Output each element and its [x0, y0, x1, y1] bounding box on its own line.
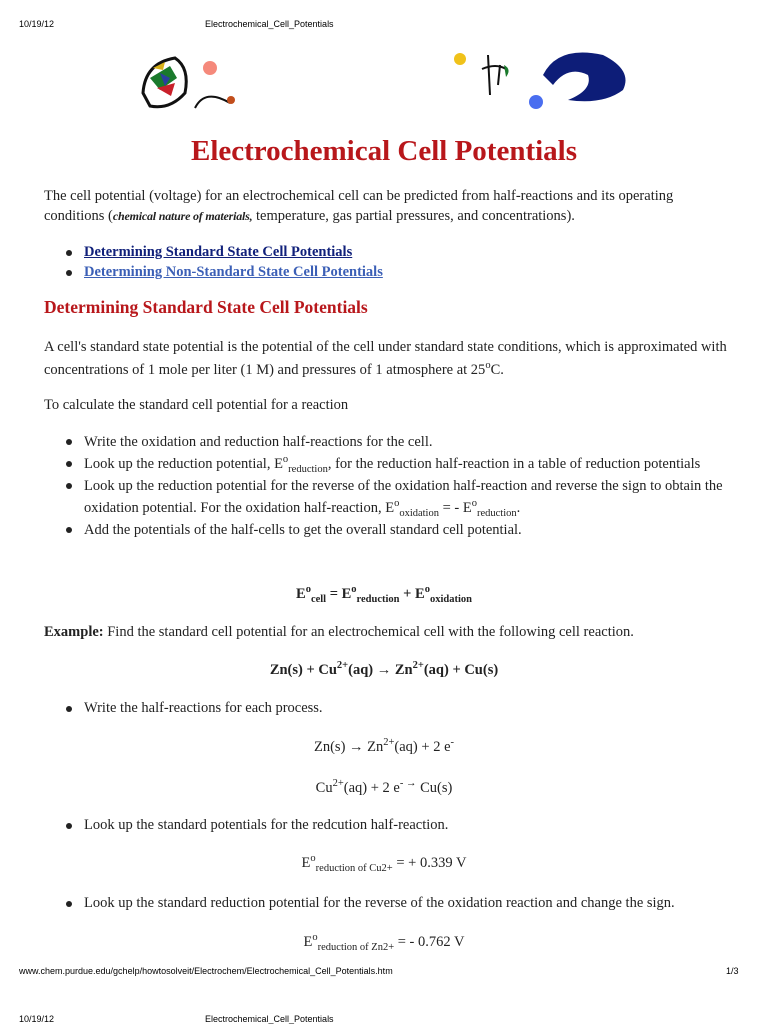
- cell-reaction: [0, 660, 768, 680]
- footer-page: 1/3: [726, 966, 739, 976]
- sup: 2+: [336, 660, 349, 672]
- page-title: Electrochemical Cell Potentials: [190, 135, 578, 167]
- chemistry-logo-left: [135, 48, 245, 118]
- footer-url: www.chem.purdue.edu/gchelp/howtosolveit/Electrochem/Electrochemical_Cell_Potentials.htm: [19, 966, 393, 976]
- sup: o: [351, 584, 357, 596]
- rx-text: Cu: [315, 780, 333, 796]
- list-item: Look up the standard potentials for the redcution half-reaction.: [44, 815, 448, 835]
- lookup-list: [44, 815, 448, 835]
- footer-date: 10/19/12: [19, 1014, 55, 1024]
- pot-text: E: [301, 855, 311, 871]
- sub: reduction: [476, 507, 517, 519]
- sup: 2+: [412, 660, 424, 672]
- potential-zn: [0, 932, 768, 952]
- step-item: Add the potentials of the half-cells to get the overall standard cell potential.: [44, 519, 744, 541]
- toc-item: [44, 262, 383, 282]
- pot-text: E: [303, 934, 313, 950]
- rx-text: (aq) + 2 e: [343, 780, 400, 796]
- intro-paragraph: [44, 186, 734, 226]
- eq-text: E: [296, 586, 306, 602]
- sup: o: [282, 454, 289, 466]
- sup: o: [424, 584, 430, 596]
- rx-text: Cu(s): [416, 780, 453, 796]
- rx-text: Zn(s) → Zn: [313, 739, 384, 755]
- footer-doc-title: Electrochemical_Cell_Potentials: [205, 1014, 334, 1024]
- half-reaction-oxidation: [0, 737, 768, 757]
- sub: oxidation: [429, 593, 472, 605]
- toc-link-nonstandard[interactable]: Determining Non-Standard State Cell Potentials: [84, 264, 383, 280]
- halfreactions-list: [44, 698, 323, 718]
- sub: reduction: [356, 593, 400, 605]
- potential-cu: [0, 853, 768, 873]
- table-of-contents: [44, 242, 383, 282]
- example-label: Example:: [44, 624, 104, 640]
- sup: 2+: [332, 778, 344, 790]
- sup: 2+: [383, 737, 395, 749]
- example-paragraph: [44, 622, 634, 642]
- rx-text: Zn(s) + Cu: [269, 662, 337, 678]
- rx-text: (aq) → Zn: [348, 662, 413, 678]
- intro-text-end: temperature, gas partial pressures, and concentrations).: [252, 208, 575, 224]
- sub: reduction of Zn2+: [317, 941, 395, 953]
- degree-sup: o: [485, 360, 491, 372]
- intro-text: The cell potential (voltage) for an electrochemical cell can be predicted from half-reactions and its operating conditions (: [44, 188, 674, 224]
- section-heading: Determining Standard State Cell Potentials: [44, 297, 368, 317]
- sub: cell: [310, 593, 327, 605]
- eq-text: + E: [399, 586, 425, 602]
- sup: o: [312, 932, 318, 944]
- standard-state-paragraph: [44, 336, 734, 382]
- sup: o: [310, 853, 316, 865]
- step-item: Write the oxidation and reduction half-reactions for the cell.: [44, 431, 744, 453]
- list-item: Look up the standard reduction potential for the reverse of the oxidation reaction and change the sign.: [44, 893, 675, 913]
- pot-value: = + 0.339 V: [392, 855, 467, 871]
- sup: -: [450, 737, 455, 749]
- header-date: 10/19/12: [19, 19, 55, 29]
- rx-text: (aq) + Cu(s): [423, 662, 499, 678]
- toc-item: [44, 242, 383, 262]
- rx-text: (aq) + 2 e: [394, 739, 451, 755]
- half-reaction-reduction: [0, 778, 768, 798]
- steps-list: [44, 431, 744, 541]
- sub: oxidation: [399, 507, 439, 519]
- step-text: = - E: [438, 500, 472, 516]
- step-text: Look up the reduction potential for the reverse of the oxidation half-reaction and reverse the sign to obtain the oxidation potential. For the oxidation half-reaction, E: [84, 478, 723, 516]
- step-text: , for the reduction half-reaction in a table of reduction potentials: [327, 456, 701, 472]
- calculate-intro: To calculate the standard cell potential for a reaction: [44, 397, 349, 413]
- list-item: Write the half-reactions for each process.: [44, 698, 323, 718]
- eq-text: = E: [326, 586, 352, 602]
- sub: reduction of Cu2+: [315, 862, 393, 874]
- pot-value: = - 0.762 V: [394, 934, 465, 950]
- paragraph-text: A cell's standard state potential is the potential of the cell under standard state conditions, which is approximated with concentrations of 1 mole per liter (1 M) and pressures of 1 atmosphere at 25: [44, 339, 727, 378]
- step-item: [44, 475, 744, 519]
- step-text: .: [516, 500, 521, 516]
- reverse-list: [44, 893, 675, 913]
- chemistry-logo-right: [448, 45, 638, 115]
- step-item: [44, 453, 744, 475]
- paragraph-text-end: C.: [490, 362, 504, 378]
- cell-potential-equation: [0, 584, 768, 604]
- header-doc-title: Electrochemical_Cell_Potentials: [205, 19, 334, 29]
- toc-link-standard[interactable]: Determining Standard State Cell Potentials: [84, 244, 353, 260]
- sub: reduction: [288, 463, 328, 475]
- intro-script-text: chemical nature of materials,: [112, 209, 253, 223]
- sup: o: [394, 498, 400, 510]
- example-text: Find the standard cell potential for an electrochemical cell with the following cell reaction.: [103, 624, 634, 640]
- step-text: Look up the reduction potential, E: [84, 456, 283, 472]
- sup: - →: [399, 778, 417, 790]
- sup: o: [471, 498, 477, 510]
- sup: o: [305, 584, 311, 596]
